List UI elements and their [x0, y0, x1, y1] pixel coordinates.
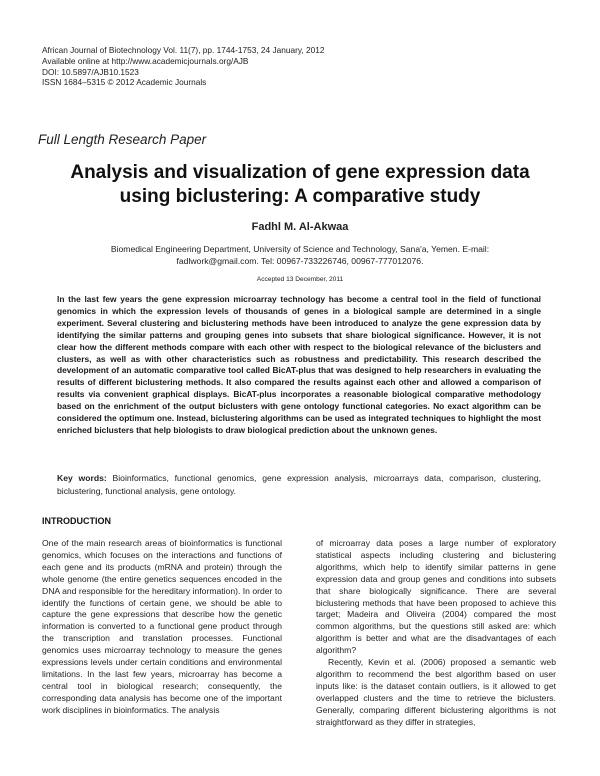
abstract: In the last few years the gene expression microarray technology has become a central tool in the field of functional genomics in which the expression levels of thousands of genes in a biological sample are determined in a single experiment. Several clustering and biclustering methods have been introduced to analyze the gene expression data by identifying the similar patterns and grouping genes into subsets that share biological significance. However, it is not clear how the different methods compare with each other with respect to the biological relevance of the biclusters and clusters, as well as with other characteristics such as robustness and predictability. This research described the development of an automatic comparative tool called BicAT-plus that was designed to help researchers in evaluating the results of different biclustering methods. It also compared the results against each other and allowed a comparison of results via convenient graphical displays. BicAT-plus incorporates a reasonable biological comparative methodology based on the enrichment of the output biclusters with gene ontology functional categories. No exact algorithm can be considered the optimum one. Instead, biclustering algorithms can be used as integrated techniques to highlight the most enriched biclusters that help biologists to draw biological prediction about the unknown genes. — [57, 294, 541, 435]
paper-title — [40, 161, 560, 209]
available-online-link[interactable]: Available online at http://www.academicjournals.org/AJB — [42, 55, 249, 66]
journal-citation: African Journal of Biotechnology Vol. 11(7), pp. 1744-1753, 24 January, 2012 — [42, 45, 325, 55]
author-name: Fadhl M. Al-Akwaa — [251, 221, 349, 233]
section-heading-introduction: INTRODUCTION — [42, 516, 111, 526]
journal-header — [42, 45, 324, 88]
doi-line: DOI: 10.5897/AJB10.1523 — [42, 66, 139, 77]
intro-paragraph-continued: of microarray data poses a large number of exploratory statistical aspects including clustering and biclustering algorithms, which help to identify similar patterns in gene expression data and group genes and conditions into subsets that share biologically significance. There are several biclustering methods that have been proposed to achieve this target; Madeira and Oliveira (2004) compared the most common algorithms, but the questions still asked are: which algorithm is better and what are the disadvantages of each algorithm? — [316, 538, 556, 656]
keywords-label: Key words: — [57, 473, 107, 483]
accepted-date: Accepted 13 December, 2011 — [256, 276, 344, 283]
body-column-right — [316, 538, 556, 729]
keywords — [57, 472, 541, 497]
paper-type: Full Length Research Paper — [38, 132, 207, 147]
intro-paragraph-1: One of the main research areas of bioinformatics is functional genomics, which focuses on the interactions and functions of each gene and its products (mRNA and protein) through the whole genome (the entire genetics sequences encoded in the DNA and responsible for the hereditary information). In order to identify the functions of certain gene, we should be able to capture the gene expressions that describe how the genetic information is converted to a functional gene product through the transcription and translation processes. Functional genomics uses microarray technology to measure the genes expressions levels under certain conditions and environmental limitations. In the last few years, microarray has become a central tool in biological research; consequently, the corresponding data analysis has become one of the important work disciplines in bioinformatics. The analysis — [42, 538, 282, 715]
title-line-2: using biclustering: A comparative study — [119, 186, 481, 207]
issn-line: ISSN 1684–5315 © 2012 Academic Journals — [42, 77, 207, 88]
intro-paragraph-2: Recently, Kevin et al. (2006) proposed a semantic web algorithm to recommend the best algorithm based on user inputs like: is the dataset contain outliers, is it allowed to get overlapped clusters and the time to retrieve the biclusters. Generally, comparing different biclustering algorithms is not straightforward as they differ in strategies, — [316, 657, 556, 727]
keywords-text: Bioinformatics, functional genomics, gene expression analysis, microarrays data, comparison, clustering, biclustering, functional analysis, gene ontology. — [57, 473, 541, 496]
body-column-left — [42, 538, 282, 717]
title-line-1: Analysis and visualization of gene expression data — [70, 162, 530, 183]
author-affiliation: Biomedical Engineering Department, University of Science and Technology, Sana'a, Yemen. E-mail: fadlwork@gmail.com. Tel: 00967-733226746, 00967-777012076. — [110, 244, 490, 266]
